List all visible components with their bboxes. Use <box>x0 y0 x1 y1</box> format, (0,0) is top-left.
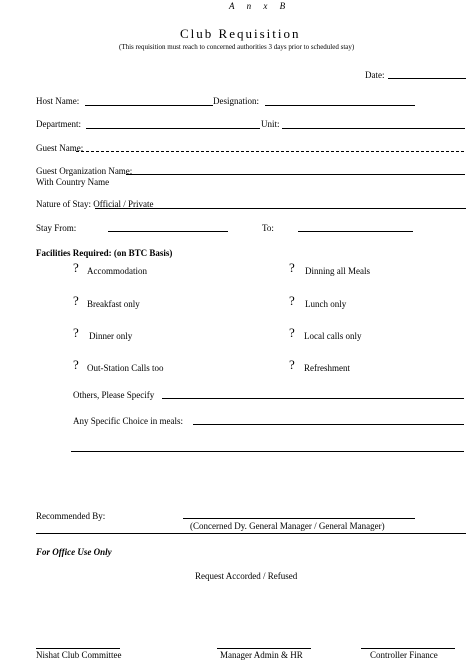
department-label: Department: <box>36 119 81 129</box>
stay-to-label: To: <box>262 223 274 233</box>
date-field-line[interactable] <box>388 78 466 79</box>
guest-org-field-line[interactable] <box>126 174 465 175</box>
facility-out-station-calls: Out-Station Calls too <box>87 363 164 373</box>
facility-local-calls-only: Local calls only <box>304 331 362 341</box>
checkbox-mark[interactable]: ? <box>289 325 295 340</box>
unit-field-line[interactable] <box>282 128 465 129</box>
request-status: Request Accorded / Refused <box>195 571 298 581</box>
guest-org-label: Guest Organization Name: <box>36 166 133 176</box>
specific-choice-field-line-2[interactable] <box>71 451 464 452</box>
signature-line-manager-admin[interactable] <box>217 648 311 649</box>
checkbox-mark[interactable]: ? <box>73 260 79 275</box>
department-field-line[interactable] <box>86 128 260 129</box>
checkbox-mark[interactable]: ? <box>289 260 295 275</box>
checkbox-mark[interactable]: ? <box>289 293 295 308</box>
signature-controller-finance: Controller Finance <box>370 650 438 660</box>
facility-dinner-only: Dinner only <box>89 331 133 341</box>
page-subtitle: (This requisition must reach to concerned authorities 3 days prior to scheduled stay) <box>119 43 355 51</box>
guest-name-label: Guest Name: <box>36 143 84 153</box>
facility-accommodation: Accommodation <box>87 266 147 276</box>
guest-name-field-line[interactable] <box>76 151 464 152</box>
nature-of-stay-label: Nature of Stay: Official / Private <box>36 199 154 209</box>
signature-manager-admin: Manager Admin & HR <box>220 650 303 660</box>
facility-dinning-all-meals: Dinning all Meals <box>305 266 370 276</box>
date-label: Date: <box>365 70 385 80</box>
others-field-line[interactable] <box>162 398 464 399</box>
guest-org-label-2: With Country Name <box>36 177 110 187</box>
checkbox-mark[interactable]: ? <box>73 357 79 372</box>
designation-field-line[interactable] <box>265 105 415 106</box>
unit-label: Unit: <box>261 119 280 129</box>
facility-lunch-only: Lunch only <box>305 299 347 309</box>
recommended-by-caption: (Concerned Dy. General Manager / General Manager) <box>190 521 385 531</box>
page-title: Club Requisition <box>180 26 301 41</box>
signature-club-committee: Nishat Club Committee <box>36 650 122 660</box>
host-name-label: Host Name: <box>36 96 80 106</box>
facility-breakfast-only: Breakfast only <box>87 299 140 309</box>
specific-choice-label: Any Specific Choice in meals: <box>73 416 183 426</box>
recommended-by-signature-line[interactable] <box>183 518 415 519</box>
others-label: Others, Please Specify <box>73 390 155 400</box>
recommended-by-label: Recommended By: <box>36 511 106 521</box>
nature-of-stay-field-line[interactable] <box>95 208 466 209</box>
section-divider <box>36 533 466 534</box>
checkbox-mark[interactable]: ? <box>73 325 79 340</box>
annex-label: A n x B <box>229 1 291 11</box>
signature-line-controller-finance[interactable] <box>361 648 455 649</box>
signature-line-club-committee[interactable] <box>36 648 120 649</box>
office-use-heading: For Office Use Only <box>36 547 112 557</box>
host-name-field-line[interactable] <box>85 105 213 106</box>
stay-from-label: Stay From: <box>36 223 77 233</box>
checkbox-mark[interactable]: ? <box>289 357 295 372</box>
facilities-heading: Facilities Required: (on BTC Basis) <box>36 248 173 258</box>
designation-label: Designation: <box>213 96 259 106</box>
facility-refreshment: Refreshment <box>304 363 350 373</box>
checkbox-mark[interactable]: ? <box>73 293 79 308</box>
stay-from-field-line[interactable] <box>108 231 228 232</box>
stay-to-field-line[interactable] <box>298 231 413 232</box>
specific-choice-field-line[interactable] <box>193 424 464 425</box>
